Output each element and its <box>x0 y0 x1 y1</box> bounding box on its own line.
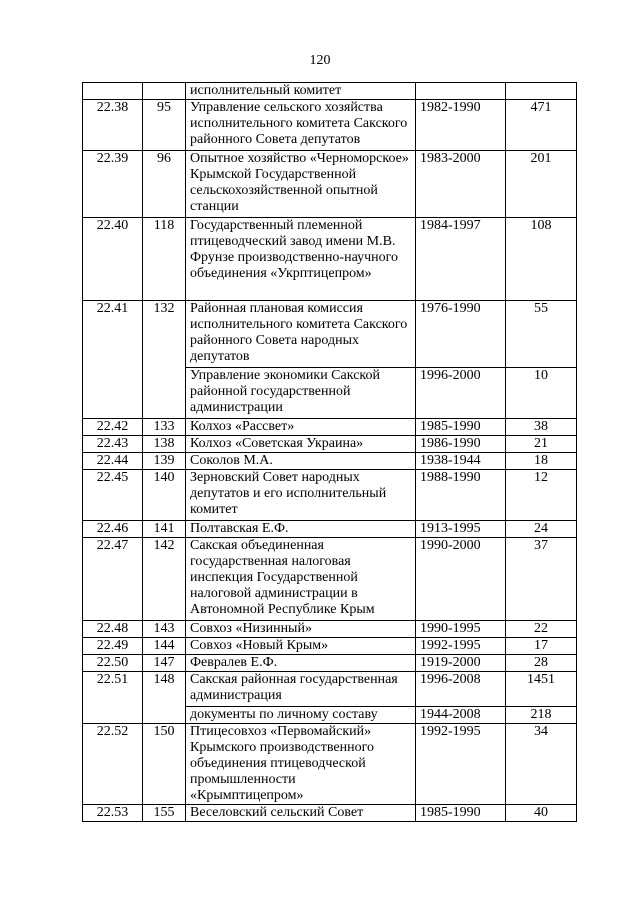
count-cell: 12 <box>506 470 577 521</box>
years-cell: 1985-1990 <box>416 419 506 436</box>
code-cell: 22.53 <box>83 805 143 822</box>
fond-cell: 133 <box>143 419 186 436</box>
code-cell: 22.50 <box>83 655 143 672</box>
code-cell: 22.39 <box>83 151 143 218</box>
code-cell: 22.42 <box>83 419 143 436</box>
fond-cell: 139 <box>143 453 186 470</box>
years-cell: 1985-1990 <box>416 805 506 822</box>
count-cell: 18 <box>506 453 577 470</box>
name-cell: Колхоз «Рассвет» <box>186 419 416 436</box>
table-row <box>83 419 577 436</box>
code-cell <box>83 83 143 100</box>
count-cell: 471 <box>506 100 577 151</box>
name-cell: Опытное хозяйство «Черноморское» Крымской Государственной сельскохозяйственной опытной станции <box>186 151 416 218</box>
count-cell: 24 <box>506 521 577 538</box>
years-cell: 1984-1997 <box>416 218 506 301</box>
years-cell: 1986-1990 <box>416 436 506 453</box>
count-cell: 108 <box>506 218 577 301</box>
code-cell: 22.41 <box>83 301 143 419</box>
code-cell: 22.47 <box>83 538 143 621</box>
years-cell: 1990-1995 <box>416 621 506 638</box>
table-row <box>83 724 577 805</box>
name-cell: Управление сельского хозяйства исполнительного комитета Сакского районного Совета депутатов <box>186 100 416 151</box>
table-row <box>83 470 577 521</box>
name-cell: Государственный племенной птицеводческий завод имени М.В. Фрунзе производственно-научного объединения «Укрптицепром» <box>186 218 416 301</box>
years-cell: 1976-1990 <box>416 301 506 368</box>
name-cell: Сакская районная государственная администрация <box>186 672 416 707</box>
fond-cell: 150 <box>143 724 186 805</box>
table-row <box>83 638 577 655</box>
years-cell: 1990-2000 <box>416 538 506 621</box>
table-row <box>83 655 577 672</box>
table-row <box>83 453 577 470</box>
name-cell: Февралев Е.Ф. <box>186 655 416 672</box>
name-cell: Совхоз «Низинный» <box>186 621 416 638</box>
table-row <box>83 621 577 638</box>
code-cell: 22.51 <box>83 672 143 724</box>
years-cell: 1996-2008 <box>416 672 506 707</box>
years-cell: 1944-2008 <box>416 707 506 724</box>
years-cell: 1992-1995 <box>416 638 506 655</box>
count-cell <box>506 83 577 100</box>
fond-cell: 95 <box>143 100 186 151</box>
code-cell: 22.40 <box>83 218 143 301</box>
code-cell: 22.49 <box>83 638 143 655</box>
archive-table <box>82 82 577 822</box>
count-cell: 21 <box>506 436 577 453</box>
years-cell: 1913-1995 <box>416 521 506 538</box>
name-cell: Управление экономики Сакской районной государственной администрации <box>186 368 416 419</box>
fond-cell: 144 <box>143 638 186 655</box>
table-row <box>83 521 577 538</box>
count-cell: 34 <box>506 724 577 805</box>
count-cell: 218 <box>506 707 577 724</box>
name-cell: Совхоз «Новый Крым» <box>186 638 416 655</box>
table-row <box>83 218 577 301</box>
years-cell: 1982-1990 <box>416 100 506 151</box>
count-cell: 17 <box>506 638 577 655</box>
table-row <box>83 538 577 621</box>
fond-cell: 143 <box>143 621 186 638</box>
name-cell: Колхоз «Советская Украина» <box>186 436 416 453</box>
years-cell: 1938-1944 <box>416 453 506 470</box>
name-cell: исполнительный комитет <box>186 83 416 100</box>
code-cell: 22.48 <box>83 621 143 638</box>
fond-cell: 138 <box>143 436 186 453</box>
name-cell: документы по личному составу <box>186 707 416 724</box>
fond-cell: 140 <box>143 470 186 521</box>
table-row <box>83 436 577 453</box>
name-cell: Веселовский сельский Совет <box>186 805 416 822</box>
fond-cell: 132 <box>143 301 186 419</box>
name-cell: Полтавская Е.Ф. <box>186 521 416 538</box>
years-cell: 1988-1990 <box>416 470 506 521</box>
table-row <box>83 151 577 218</box>
fond-cell: 118 <box>143 218 186 301</box>
fond-cell: 142 <box>143 538 186 621</box>
fond-cell: 147 <box>143 655 186 672</box>
count-cell: 22 <box>506 621 577 638</box>
count-cell: 28 <box>506 655 577 672</box>
count-cell: 40 <box>506 805 577 822</box>
fond-cell: 155 <box>143 805 186 822</box>
years-cell: 1919-2000 <box>416 655 506 672</box>
count-cell: 37 <box>506 538 577 621</box>
name-cell: Зерновский Совет народных депутатов и его исполнительный комитет <box>186 470 416 521</box>
name-cell: Птицесовхоз «Первомайский» Крымского производственного объединения птицеводческой промышленности «Крымптицепром» <box>186 724 416 805</box>
fond-cell: 96 <box>143 151 186 218</box>
count-cell: 1451 <box>506 672 577 707</box>
fond-cell: 141 <box>143 521 186 538</box>
count-cell: 55 <box>506 301 577 368</box>
name-cell: Сакская объединенная государственная налоговая инспекция Государственной налоговой администрации в Автономной Республике Крым <box>186 538 416 621</box>
table-row <box>83 672 577 707</box>
code-cell: 22.46 <box>83 521 143 538</box>
count-cell: 38 <box>506 419 577 436</box>
code-cell: 22.38 <box>83 100 143 151</box>
table-row <box>83 805 577 822</box>
code-cell: 22.44 <box>83 453 143 470</box>
fond-cell <box>143 83 186 100</box>
name-cell: Соколов М.А. <box>186 453 416 470</box>
fond-cell: 148 <box>143 672 186 724</box>
table-row <box>83 83 577 100</box>
table-row <box>83 100 577 151</box>
table-row <box>83 301 577 368</box>
years-cell: 1983-2000 <box>416 151 506 218</box>
years-cell: 1996-2000 <box>416 368 506 419</box>
code-cell: 22.43 <box>83 436 143 453</box>
count-cell: 10 <box>506 368 577 419</box>
count-cell: 201 <box>506 151 577 218</box>
code-cell: 22.45 <box>83 470 143 521</box>
page-number: 120 <box>309 53 331 68</box>
years-cell: 1992-1995 <box>416 724 506 805</box>
name-cell: Районная плановая комиссия исполнительного комитета Сакского районного Совета народных депутатов <box>186 301 416 368</box>
years-cell <box>416 83 506 100</box>
code-cell: 22.52 <box>83 724 143 805</box>
